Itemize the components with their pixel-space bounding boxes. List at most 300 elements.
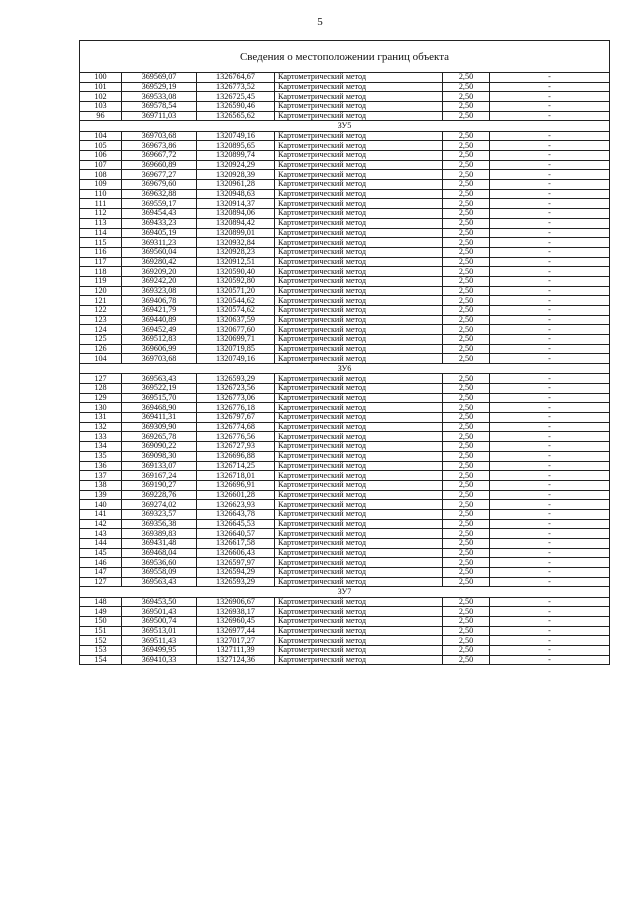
table-row bbox=[80, 199, 610, 209]
y-coordinate-cell: 1320924,29 bbox=[197, 160, 275, 170]
point-number-cell: 119 bbox=[80, 276, 122, 286]
x-coordinate-cell: 369309,90 bbox=[122, 422, 197, 432]
y-coordinate-cell: 1326617,58 bbox=[197, 539, 275, 549]
table-row bbox=[80, 170, 610, 180]
x-coordinate-cell: 369536,60 bbox=[122, 558, 197, 568]
section-row bbox=[80, 121, 610, 131]
method-cell: Картометрический метод bbox=[275, 461, 443, 471]
method-cell: Картометрический метод bbox=[275, 655, 443, 665]
x-coordinate-cell: 369411,31 bbox=[122, 413, 197, 423]
x-coordinate-cell: 369209,20 bbox=[122, 267, 197, 277]
x-coordinate-cell: 369098,30 bbox=[122, 451, 197, 461]
description-cell: - bbox=[490, 393, 610, 403]
table-title-row bbox=[80, 41, 610, 73]
accuracy-cell: 2,50 bbox=[443, 296, 490, 306]
accuracy-cell: 2,50 bbox=[443, 306, 490, 316]
description-cell: - bbox=[490, 180, 610, 190]
y-coordinate-cell: 1320571,20 bbox=[197, 286, 275, 296]
table-row bbox=[80, 374, 610, 384]
accuracy-cell: 2,50 bbox=[443, 131, 490, 141]
description-cell: - bbox=[490, 384, 610, 394]
point-number-cell: 116 bbox=[80, 247, 122, 257]
x-coordinate-cell: 369667,72 bbox=[122, 151, 197, 161]
y-coordinate-cell: 1326597,97 bbox=[197, 558, 275, 568]
accuracy-cell: 2,50 bbox=[443, 519, 490, 529]
y-coordinate-cell: 1326593,29 bbox=[197, 577, 275, 587]
point-number-cell: 104 bbox=[80, 354, 122, 364]
x-coordinate-cell: 369660,89 bbox=[122, 160, 197, 170]
method-cell: Картометрический метод bbox=[275, 384, 443, 394]
table-row bbox=[80, 577, 610, 587]
table-row bbox=[80, 286, 610, 296]
point-number-cell: 104 bbox=[80, 131, 122, 141]
table-row bbox=[80, 480, 610, 490]
point-number-cell: 154 bbox=[80, 655, 122, 665]
x-coordinate-cell: 369280,42 bbox=[122, 257, 197, 267]
section-label: ЗУ5 bbox=[80, 121, 610, 131]
x-coordinate-cell: 369559,17 bbox=[122, 199, 197, 209]
point-number-cell: 135 bbox=[80, 451, 122, 461]
x-coordinate-cell: 369533,08 bbox=[122, 92, 197, 102]
y-coordinate-cell: 1327017,27 bbox=[197, 636, 275, 646]
description-cell: - bbox=[490, 422, 610, 432]
y-coordinate-cell: 1326593,29 bbox=[197, 374, 275, 384]
description-cell: - bbox=[490, 413, 610, 423]
accuracy-cell: 2,50 bbox=[443, 315, 490, 325]
y-coordinate-cell: 1320749,16 bbox=[197, 354, 275, 364]
method-cell: Картометрический метод bbox=[275, 82, 443, 92]
x-coordinate-cell: 369558,09 bbox=[122, 568, 197, 578]
description-cell: - bbox=[490, 354, 610, 364]
description-cell: - bbox=[490, 325, 610, 335]
y-coordinate-cell: 1320749,16 bbox=[197, 131, 275, 141]
x-coordinate-cell: 369410,33 bbox=[122, 655, 197, 665]
x-coordinate-cell: 369190,27 bbox=[122, 480, 197, 490]
method-cell: Картометрический метод bbox=[275, 393, 443, 403]
point-number-cell: 124 bbox=[80, 325, 122, 335]
description-cell: - bbox=[490, 102, 610, 112]
description-cell: - bbox=[490, 626, 610, 636]
accuracy-cell: 2,50 bbox=[443, 490, 490, 500]
x-coordinate-cell: 369513,01 bbox=[122, 626, 197, 636]
point-number-cell: 152 bbox=[80, 636, 122, 646]
point-number-cell: 115 bbox=[80, 238, 122, 248]
accuracy-cell: 2,50 bbox=[443, 92, 490, 102]
boundary-coordinates-table bbox=[79, 40, 610, 665]
method-cell: Картометрический метод bbox=[275, 344, 443, 354]
y-coordinate-cell: 1326960,45 bbox=[197, 617, 275, 627]
description-cell: - bbox=[490, 471, 610, 481]
y-coordinate-cell: 1320719,85 bbox=[197, 344, 275, 354]
method-cell: Картометрический метод bbox=[275, 403, 443, 413]
method-cell: Картометрический метод bbox=[275, 539, 443, 549]
method-cell: Картометрический метод bbox=[275, 267, 443, 277]
description-cell: - bbox=[490, 199, 610, 209]
method-cell: Картометрический метод bbox=[275, 131, 443, 141]
y-coordinate-cell: 1326938,17 bbox=[197, 607, 275, 617]
table-row bbox=[80, 141, 610, 151]
point-number-cell: 140 bbox=[80, 500, 122, 510]
section-label: ЗУ6 bbox=[80, 364, 610, 374]
accuracy-cell: 2,50 bbox=[443, 335, 490, 345]
accuracy-cell: 2,50 bbox=[443, 568, 490, 578]
accuracy-cell: 2,50 bbox=[443, 228, 490, 238]
point-number-cell: 103 bbox=[80, 102, 122, 112]
point-number-cell: 105 bbox=[80, 141, 122, 151]
description-cell: - bbox=[490, 335, 610, 345]
table-row bbox=[80, 160, 610, 170]
description-cell: - bbox=[490, 403, 610, 413]
x-coordinate-cell: 369452,49 bbox=[122, 325, 197, 335]
table-row bbox=[80, 529, 610, 539]
y-coordinate-cell: 1326623,93 bbox=[197, 500, 275, 510]
method-cell: Картометрический метод bbox=[275, 335, 443, 345]
description-cell: - bbox=[490, 111, 610, 121]
y-coordinate-cell: 1326718,01 bbox=[197, 471, 275, 481]
page-number: 5 bbox=[317, 16, 323, 28]
x-coordinate-cell: 369703,68 bbox=[122, 131, 197, 141]
description-cell: - bbox=[490, 257, 610, 267]
description-cell: - bbox=[490, 655, 610, 665]
accuracy-cell: 2,50 bbox=[443, 461, 490, 471]
y-coordinate-cell: 1320961,28 bbox=[197, 180, 275, 190]
y-coordinate-cell: 1320899,74 bbox=[197, 151, 275, 161]
accuracy-cell: 2,50 bbox=[443, 257, 490, 267]
table-row bbox=[80, 451, 610, 461]
x-coordinate-cell: 369356,38 bbox=[122, 519, 197, 529]
y-coordinate-cell: 1320932,84 bbox=[197, 238, 275, 248]
x-coordinate-cell: 369529,19 bbox=[122, 82, 197, 92]
section-row bbox=[80, 364, 610, 374]
point-number-cell: 123 bbox=[80, 315, 122, 325]
x-coordinate-cell: 369431,48 bbox=[122, 539, 197, 549]
table-row bbox=[80, 325, 610, 335]
x-coordinate-cell: 369679,60 bbox=[122, 180, 197, 190]
point-number-cell: 128 bbox=[80, 384, 122, 394]
y-coordinate-cell: 1320574,62 bbox=[197, 306, 275, 316]
description-cell: - bbox=[490, 509, 610, 519]
y-coordinate-cell: 1326606,43 bbox=[197, 548, 275, 558]
method-cell: Картометрический метод bbox=[275, 558, 443, 568]
method-cell: Картометрический метод bbox=[275, 568, 443, 578]
description-cell: - bbox=[490, 73, 610, 83]
accuracy-cell: 2,50 bbox=[443, 393, 490, 403]
method-cell: Картометрический метод bbox=[275, 111, 443, 121]
y-coordinate-cell: 1320637,59 bbox=[197, 315, 275, 325]
x-coordinate-cell: 369569,07 bbox=[122, 73, 197, 83]
table-row bbox=[80, 344, 610, 354]
x-coordinate-cell: 369632,88 bbox=[122, 189, 197, 199]
point-number-cell: 143 bbox=[80, 529, 122, 539]
table-row bbox=[80, 490, 610, 500]
accuracy-cell: 2,50 bbox=[443, 577, 490, 587]
description-cell: - bbox=[490, 267, 610, 277]
accuracy-cell: 2,50 bbox=[443, 218, 490, 228]
description-cell: - bbox=[490, 529, 610, 539]
x-coordinate-cell: 369453,50 bbox=[122, 597, 197, 607]
method-cell: Картометрический метод bbox=[275, 413, 443, 423]
description-cell: - bbox=[490, 500, 610, 510]
method-cell: Картометрический метод bbox=[275, 617, 443, 627]
accuracy-cell: 2,50 bbox=[443, 73, 490, 83]
table-row bbox=[80, 111, 610, 121]
section-row bbox=[80, 587, 610, 597]
accuracy-cell: 2,50 bbox=[443, 141, 490, 151]
point-number-cell: 137 bbox=[80, 471, 122, 481]
point-number-cell: 107 bbox=[80, 160, 122, 170]
point-number-cell: 111 bbox=[80, 199, 122, 209]
table-row bbox=[80, 461, 610, 471]
y-coordinate-cell: 1326594,29 bbox=[197, 568, 275, 578]
table-row bbox=[80, 422, 610, 432]
method-cell: Картометрический метод bbox=[275, 471, 443, 481]
method-cell: Картометрический метод bbox=[275, 218, 443, 228]
description-cell: - bbox=[490, 131, 610, 141]
x-coordinate-cell: 369515,70 bbox=[122, 393, 197, 403]
y-coordinate-cell: 1326773,06 bbox=[197, 393, 275, 403]
table-row bbox=[80, 597, 610, 607]
method-cell: Картометрический метод bbox=[275, 209, 443, 219]
x-coordinate-cell: 369512,83 bbox=[122, 335, 197, 345]
y-coordinate-cell: 1326776,18 bbox=[197, 403, 275, 413]
point-number-cell: 114 bbox=[80, 228, 122, 238]
accuracy-cell: 2,50 bbox=[443, 286, 490, 296]
description-cell: - bbox=[490, 548, 610, 558]
table-row bbox=[80, 617, 610, 627]
point-number-cell: 153 bbox=[80, 646, 122, 656]
accuracy-cell: 2,50 bbox=[443, 374, 490, 384]
method-cell: Картометрический метод bbox=[275, 296, 443, 306]
point-number-cell: 117 bbox=[80, 257, 122, 267]
table-row bbox=[80, 189, 610, 199]
table-row bbox=[80, 548, 610, 558]
table-row bbox=[80, 209, 610, 219]
description-cell: - bbox=[490, 432, 610, 442]
description-cell: - bbox=[490, 82, 610, 92]
point-number-cell: 148 bbox=[80, 597, 122, 607]
accuracy-cell: 2,50 bbox=[443, 422, 490, 432]
method-cell: Картометрический метод bbox=[275, 636, 443, 646]
description-cell: - bbox=[490, 597, 610, 607]
x-coordinate-cell: 369468,04 bbox=[122, 548, 197, 558]
table-row bbox=[80, 626, 610, 636]
description-cell: - bbox=[490, 451, 610, 461]
description-cell: - bbox=[490, 490, 610, 500]
point-number-cell: 96 bbox=[80, 111, 122, 121]
x-coordinate-cell: 369274,02 bbox=[122, 500, 197, 510]
point-number-cell: 130 bbox=[80, 403, 122, 413]
y-coordinate-cell: 1320677,60 bbox=[197, 325, 275, 335]
method-cell: Картометрический метод bbox=[275, 73, 443, 83]
x-coordinate-cell: 369265,78 bbox=[122, 432, 197, 442]
y-coordinate-cell: 1326640,57 bbox=[197, 529, 275, 539]
description-cell: - bbox=[490, 247, 610, 257]
accuracy-cell: 2,50 bbox=[443, 209, 490, 219]
y-coordinate-cell: 1326601,28 bbox=[197, 490, 275, 500]
table-row bbox=[80, 228, 610, 238]
method-cell: Картометрический метод bbox=[275, 577, 443, 587]
table-row bbox=[80, 384, 610, 394]
x-coordinate-cell: 369578,54 bbox=[122, 102, 197, 112]
description-cell: - bbox=[490, 189, 610, 199]
method-cell: Картометрический метод bbox=[275, 306, 443, 316]
point-number-cell: 122 bbox=[80, 306, 122, 316]
method-cell: Картометрический метод bbox=[275, 238, 443, 248]
accuracy-cell: 2,50 bbox=[443, 102, 490, 112]
table-row bbox=[80, 306, 610, 316]
accuracy-cell: 2,50 bbox=[443, 276, 490, 286]
method-cell: Картометрический метод bbox=[275, 180, 443, 190]
description-cell: - bbox=[490, 480, 610, 490]
accuracy-cell: 2,50 bbox=[443, 344, 490, 354]
x-coordinate-cell: 369677,27 bbox=[122, 170, 197, 180]
point-number-cell: 144 bbox=[80, 539, 122, 549]
x-coordinate-cell: 369406,78 bbox=[122, 296, 197, 306]
x-coordinate-cell: 369522,19 bbox=[122, 384, 197, 394]
description-cell: - bbox=[490, 577, 610, 587]
y-coordinate-cell: 1326773,52 bbox=[197, 82, 275, 92]
method-cell: Картометрический метод bbox=[275, 286, 443, 296]
y-coordinate-cell: 1320590,40 bbox=[197, 267, 275, 277]
table-row bbox=[80, 131, 610, 141]
x-coordinate-cell: 369606,99 bbox=[122, 344, 197, 354]
description-cell: - bbox=[490, 170, 610, 180]
section-label: ЗУ7 bbox=[80, 587, 610, 597]
point-number-cell: 102 bbox=[80, 92, 122, 102]
table-row bbox=[80, 180, 610, 190]
method-cell: Картометрический метод bbox=[275, 432, 443, 442]
method-cell: Картометрический метод bbox=[275, 92, 443, 102]
x-coordinate-cell: 369563,43 bbox=[122, 577, 197, 587]
x-coordinate-cell: 369133,07 bbox=[122, 461, 197, 471]
accuracy-cell: 2,50 bbox=[443, 607, 490, 617]
x-coordinate-cell: 369167,24 bbox=[122, 471, 197, 481]
accuracy-cell: 2,50 bbox=[443, 655, 490, 665]
y-coordinate-cell: 1326797,67 bbox=[197, 413, 275, 423]
table-row bbox=[80, 636, 610, 646]
y-coordinate-cell: 1320894,06 bbox=[197, 209, 275, 219]
x-coordinate-cell: 369560,04 bbox=[122, 247, 197, 257]
point-number-cell: 146 bbox=[80, 558, 122, 568]
x-coordinate-cell: 369242,20 bbox=[122, 276, 197, 286]
y-coordinate-cell: 1326776,56 bbox=[197, 432, 275, 442]
x-coordinate-cell: 369673,86 bbox=[122, 141, 197, 151]
method-cell: Картометрический метод bbox=[275, 102, 443, 112]
x-coordinate-cell: 369563,43 bbox=[122, 374, 197, 384]
accuracy-cell: 2,50 bbox=[443, 432, 490, 442]
table-row bbox=[80, 442, 610, 452]
y-coordinate-cell: 1326714,25 bbox=[197, 461, 275, 471]
point-number-cell: 100 bbox=[80, 73, 122, 83]
description-cell: - bbox=[490, 344, 610, 354]
table-row bbox=[80, 315, 610, 325]
table-row bbox=[80, 403, 610, 413]
method-cell: Картометрический метод bbox=[275, 548, 443, 558]
accuracy-cell: 2,50 bbox=[443, 82, 490, 92]
table-row bbox=[80, 655, 610, 665]
table-row bbox=[80, 247, 610, 257]
x-coordinate-cell: 369499,95 bbox=[122, 646, 197, 656]
method-cell: Картометрический метод bbox=[275, 257, 443, 267]
x-coordinate-cell: 369500,74 bbox=[122, 617, 197, 627]
method-cell: Картометрический метод bbox=[275, 451, 443, 461]
accuracy-cell: 2,50 bbox=[443, 500, 490, 510]
accuracy-cell: 2,50 bbox=[443, 471, 490, 481]
x-coordinate-cell: 369323,08 bbox=[122, 286, 197, 296]
method-cell: Картометрический метод bbox=[275, 354, 443, 364]
x-coordinate-cell: 369454,43 bbox=[122, 209, 197, 219]
x-coordinate-cell: 369228,76 bbox=[122, 490, 197, 500]
description-cell: - bbox=[490, 286, 610, 296]
x-coordinate-cell: 369440,89 bbox=[122, 315, 197, 325]
y-coordinate-cell: 1320699,71 bbox=[197, 335, 275, 345]
table-row bbox=[80, 471, 610, 481]
point-number-cell: 132 bbox=[80, 422, 122, 432]
table-row bbox=[80, 393, 610, 403]
method-cell: Картометрический метод bbox=[275, 442, 443, 452]
description-cell: - bbox=[490, 539, 610, 549]
point-number-cell: 151 bbox=[80, 626, 122, 636]
accuracy-cell: 2,50 bbox=[443, 480, 490, 490]
y-coordinate-cell: 1320928,23 bbox=[197, 247, 275, 257]
description-cell: - bbox=[490, 276, 610, 286]
accuracy-cell: 2,50 bbox=[443, 626, 490, 636]
description-cell: - bbox=[490, 92, 610, 102]
accuracy-cell: 2,50 bbox=[443, 403, 490, 413]
y-coordinate-cell: 1326764,67 bbox=[197, 73, 275, 83]
accuracy-cell: 2,50 bbox=[443, 509, 490, 519]
y-coordinate-cell: 1326696,88 bbox=[197, 451, 275, 461]
description-cell: - bbox=[490, 315, 610, 325]
description-cell: - bbox=[490, 558, 610, 568]
y-coordinate-cell: 1320592,80 bbox=[197, 276, 275, 286]
point-number-cell: 109 bbox=[80, 180, 122, 190]
description-cell: - bbox=[490, 228, 610, 238]
accuracy-cell: 2,50 bbox=[443, 413, 490, 423]
y-coordinate-cell: 1326565,62 bbox=[197, 111, 275, 121]
description-cell: - bbox=[490, 209, 610, 219]
table-row bbox=[80, 218, 610, 228]
x-coordinate-cell: 369090,22 bbox=[122, 442, 197, 452]
table-row bbox=[80, 257, 610, 267]
table-row bbox=[80, 354, 610, 364]
accuracy-cell: 2,50 bbox=[443, 384, 490, 394]
x-coordinate-cell: 369405,19 bbox=[122, 228, 197, 238]
description-cell: - bbox=[490, 607, 610, 617]
method-cell: Картометрический метод bbox=[275, 500, 443, 510]
y-coordinate-cell: 1327124,36 bbox=[197, 655, 275, 665]
point-number-cell: 138 bbox=[80, 480, 122, 490]
y-coordinate-cell: 1326774,68 bbox=[197, 422, 275, 432]
accuracy-cell: 2,50 bbox=[443, 247, 490, 257]
method-cell: Картометрический метод bbox=[275, 228, 443, 238]
method-cell: Картометрический метод bbox=[275, 315, 443, 325]
point-number-cell: 129 bbox=[80, 393, 122, 403]
accuracy-cell: 2,50 bbox=[443, 636, 490, 646]
description-cell: - bbox=[490, 306, 610, 316]
method-cell: Картометрический метод bbox=[275, 170, 443, 180]
table-row bbox=[80, 539, 610, 549]
description-cell: - bbox=[490, 568, 610, 578]
point-number-cell: 127 bbox=[80, 577, 122, 587]
point-number-cell: 150 bbox=[80, 617, 122, 627]
method-cell: Картометрический метод bbox=[275, 422, 443, 432]
accuracy-cell: 2,50 bbox=[443, 238, 490, 248]
description-cell: - bbox=[490, 461, 610, 471]
accuracy-cell: 2,50 bbox=[443, 267, 490, 277]
y-coordinate-cell: 1320544,62 bbox=[197, 296, 275, 306]
table-row bbox=[80, 73, 610, 83]
